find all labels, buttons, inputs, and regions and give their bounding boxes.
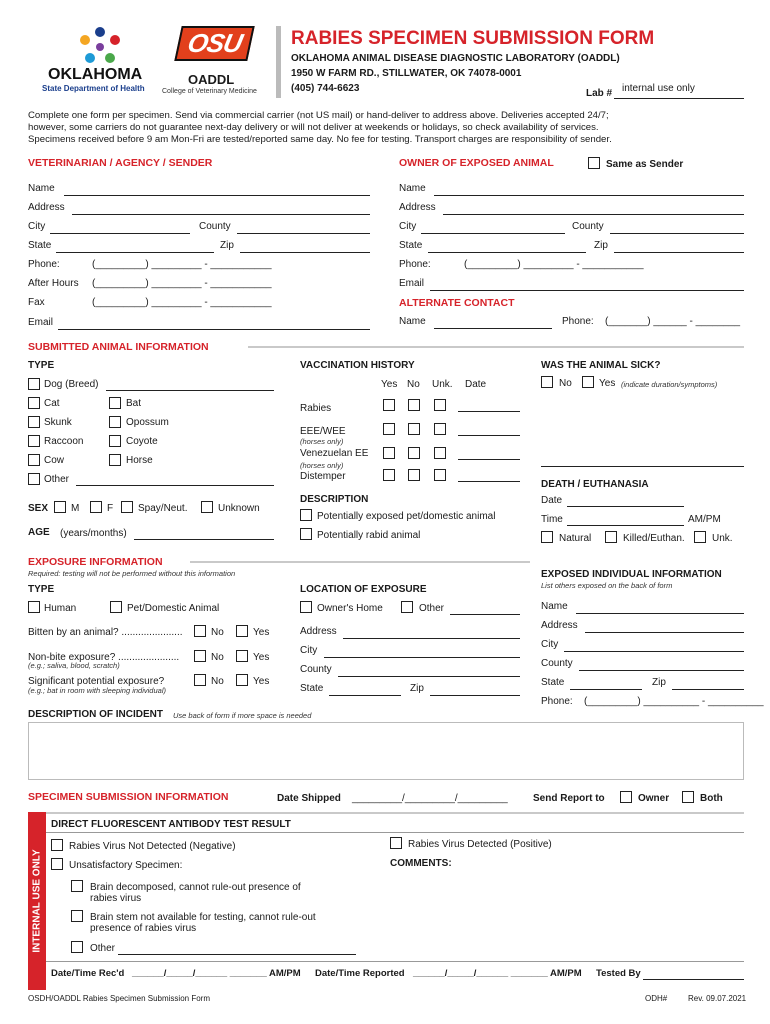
ve-horses-note: (horses only)	[300, 461, 344, 470]
location-county-label: County	[300, 664, 332, 675]
death-date-label: Date	[541, 495, 563, 506]
owner-address-label: Address	[399, 202, 436, 213]
internal-top-rule	[46, 812, 744, 814]
sender-name-field[interactable]	[64, 195, 370, 196]
desc-exposed-pet-label: Potentially exposed pet/domestic animal	[317, 511, 496, 522]
ok-name: OKLAHOMA	[48, 66, 143, 83]
nonbite-eg: (e.g.; saliva, blood, scratch)	[28, 661, 120, 670]
bitten-yes-label: Yes	[253, 627, 270, 638]
raccoon-checkbox[interactable]	[28, 435, 40, 447]
bitten-yes-checkbox[interactable]	[236, 625, 248, 637]
desc-rabid-label: Potentially rabid animal	[317, 530, 421, 541]
owners-home-label: Owner's Home	[317, 603, 383, 614]
sender-email-field[interactable]	[58, 329, 370, 330]
lab-number-label: Lab #	[586, 88, 613, 99]
ve-no-checkbox[interactable]	[408, 447, 420, 459]
eee-unk-checkbox[interactable]	[434, 423, 446, 435]
sex-unknown-label: Unknown	[218, 503, 260, 514]
report-owner-checkbox[interactable]	[620, 791, 632, 803]
sender-city-label: City	[28, 221, 46, 232]
location-other-field[interactable]	[450, 614, 520, 615]
dog-checkbox[interactable]	[28, 378, 40, 390]
brain-decomposed-line2: rabies virus	[90, 893, 142, 904]
animal-heading-rule	[248, 346, 744, 348]
distemper-no-checkbox[interactable]	[408, 469, 420, 481]
sender-address-field[interactable]	[72, 214, 370, 215]
sex-label: SEX	[28, 503, 49, 514]
exposure-type-label: TYPE	[28, 584, 55, 595]
owner-county-label: County	[572, 221, 604, 232]
location-address-field[interactable]	[343, 638, 520, 639]
individual-address-label: Address	[541, 620, 578, 631]
animal-heading: SUBMITTED ANIMAL INFORMATION	[28, 341, 209, 353]
bitten-no-checkbox[interactable]	[194, 625, 206, 637]
brain-decomposed-line1: Brain decomposed, cannot rule-out presence of	[90, 882, 301, 893]
rabies-date-field[interactable]	[458, 411, 520, 412]
exposure-note: Required: testing will not be performed without this information	[28, 569, 236, 578]
alternate-contact-heading: ALTERNATE CONTACT	[399, 297, 515, 309]
rabies-no-checkbox[interactable]	[408, 399, 420, 411]
individual-phone-label: Phone:	[541, 696, 573, 707]
alt-phone-field[interactable]: (_______) ______ - ________	[605, 316, 741, 327]
distemper-unk-checkbox[interactable]	[434, 469, 446, 481]
sick-details-field[interactable]	[541, 466, 744, 467]
owner-county-field[interactable]	[610, 233, 744, 234]
incident-textarea[interactable]	[28, 722, 744, 780]
sender-email-label: Email	[28, 317, 54, 328]
negative-label: Rabies Virus Not Detected (Negative)	[69, 841, 236, 852]
location-county-field[interactable]	[338, 676, 520, 677]
negative-checkbox[interactable]	[51, 839, 63, 851]
footer-revision: Rev. 09.07.2021	[688, 994, 747, 1003]
ok-health-logo	[30, 20, 160, 100]
owner-address-field[interactable]	[443, 214, 744, 215]
owner-phone-label: Phone:	[399, 259, 431, 270]
horse-checkbox[interactable]	[109, 454, 121, 466]
distemper-label: Distemper	[300, 471, 346, 482]
incident-heading: DESCRIPTION OF INCIDENT	[28, 709, 164, 720]
owner-phone-field[interactable]: (_________) _________ - ___________	[464, 259, 644, 270]
sender-address-label: Address	[28, 202, 65, 213]
natural-checkbox[interactable]	[541, 531, 553, 543]
nonbite-yes-checkbox[interactable]	[236, 650, 248, 662]
sex-f-checkbox[interactable]	[90, 501, 102, 513]
age-field[interactable]	[134, 539, 274, 540]
individual-county-label: County	[541, 658, 573, 669]
sender-county-label: County	[199, 221, 231, 232]
vacc-no-header: No	[407, 379, 420, 390]
opossum-checkbox[interactable]	[109, 416, 121, 428]
sender-state-label: State	[28, 240, 52, 251]
owner-heading: OWNER OF EXPOSED ANIMAL	[399, 157, 554, 169]
sender-heading: VETERINARIAN / AGENCY / SENDER	[28, 157, 213, 169]
human-label: Human	[44, 603, 77, 614]
owner-zip-label: Zip	[594, 240, 608, 251]
footer-odh-number: ODH#	[645, 994, 668, 1003]
vacc-date-header: Date	[465, 379, 487, 390]
nonbite-yes-label: Yes	[253, 652, 270, 663]
age-label: AGE	[28, 527, 50, 538]
individual-city-field[interactable]	[564, 651, 744, 652]
owner-name-field[interactable]	[434, 195, 744, 196]
report-both-checkbox[interactable]	[682, 791, 694, 803]
significant-yes-label: Yes	[253, 676, 270, 687]
sick-no-label: No	[559, 378, 572, 389]
sex-f-label: F	[107, 503, 114, 514]
submission-heading: SPECIMEN SUBMISSION INFORMATION	[28, 791, 229, 803]
rabies-label: Rabies	[300, 403, 332, 414]
individual-phone-field[interactable]: (_________) __________ - __________	[584, 696, 764, 707]
eee-label: EEE/WEE	[300, 426, 346, 437]
owner-state-label: State	[399, 240, 423, 251]
sender-zip-field[interactable]	[240, 252, 370, 253]
report-owner-label: Owner	[638, 793, 670, 804]
significant-yes-checkbox[interactable]	[236, 674, 248, 686]
internal-other-label: Other	[90, 943, 116, 954]
bitten-no-label: No	[211, 627, 224, 638]
exposure-heading-rule	[190, 561, 530, 563]
send-report-label: Send Report to	[533, 793, 605, 804]
sex-unknown-checkbox[interactable]	[201, 501, 213, 513]
sick-note: (indicate duration/symptoms)	[621, 380, 718, 389]
individual-address-field[interactable]	[585, 632, 744, 633]
dog-label: Dog (Breed)	[44, 379, 99, 390]
intro-line-1: Complete one form per specimen. Send via commercial carrier (not US mail) or hand-deliver to address above. Deliveries accepted 24/7;	[28, 110, 609, 121]
alt-name-label: Name	[399, 316, 426, 327]
cat-label: Cat	[44, 398, 60, 409]
sender-name-label: Name	[28, 183, 55, 194]
unsatisfactory-checkbox[interactable]	[51, 858, 63, 870]
sex-m-checkbox[interactable]	[54, 501, 66, 513]
individual-zip-field[interactable]	[672, 689, 744, 690]
star-icon	[70, 22, 130, 72]
date-shipped-label: Date Shipped	[277, 793, 341, 804]
desc-rabid-checkbox[interactable]	[300, 528, 312, 540]
internal-bottom-rule	[46, 961, 744, 962]
footer-form-name: OSDH/OADDL Rabies Specimen Submission Form	[28, 994, 210, 1003]
oaddl-sub: College of Veterinary Medicine	[162, 88, 257, 95]
dog-breed-field[interactable]	[106, 390, 274, 391]
cow-checkbox[interactable]	[28, 454, 40, 466]
tested-by-label: Tested By	[596, 968, 641, 979]
other-animal-field[interactable]	[76, 485, 274, 486]
location-state-label: State	[300, 683, 324, 694]
positive-label: Rabies Virus Detected (Positive)	[408, 839, 552, 850]
sender-fax-label: Fax	[28, 297, 45, 308]
sender-fax-field[interactable]: (_________) _________ - ___________	[92, 297, 272, 308]
owners-home-checkbox[interactable]	[300, 601, 312, 613]
natural-label: Natural	[559, 533, 592, 544]
eee-yes-checkbox[interactable]	[383, 423, 395, 435]
comments-label: COMMENTS:	[390, 858, 452, 869]
date-shipped-field[interactable]: _________/_________/_________	[352, 793, 508, 804]
death-ampm-label: AM/PM	[688, 514, 721, 525]
osu-mark: OSU	[174, 26, 255, 61]
date-received-label: Date/Time Rec'd	[51, 968, 125, 979]
unsatisfactory-label: Unsatisfactory Specimen:	[69, 860, 183, 871]
dfa-heading-rule	[46, 832, 744, 833]
location-zip-field[interactable]	[430, 695, 520, 696]
death-time-label: Time	[541, 514, 563, 525]
nonbite-no-checkbox[interactable]	[194, 650, 206, 662]
individual-note: List others exposed on the back of form	[541, 581, 673, 590]
rabies-unk-checkbox[interactable]	[434, 399, 446, 411]
internal-other-field[interactable]	[118, 954, 356, 955]
coyote-label: Coyote	[126, 436, 158, 447]
spay-label: Spay/Neut.	[138, 503, 188, 514]
pet-label: Pet/Domestic Animal	[127, 603, 220, 614]
other-animal-label: Other	[44, 474, 70, 485]
description-heading: DESCRIPTION	[300, 494, 369, 505]
sex-m-label: M	[71, 503, 80, 514]
sick-no-checkbox[interactable]	[541, 376, 553, 388]
lab-phone: (405) 744-6623	[291, 83, 360, 94]
owner-state-field[interactable]	[428, 252, 586, 253]
sender-after-hours-field[interactable]: (_________) _________ - ___________	[92, 278, 272, 289]
date-received-field[interactable]: ______/_____/______ _______ AM/PM	[132, 968, 301, 979]
sender-state-field[interactable]	[56, 252, 214, 253]
individual-zip-label: Zip	[652, 677, 666, 688]
sick-heading: WAS THE ANIMAL SICK?	[541, 360, 661, 371]
header-divider	[276, 26, 281, 98]
death-heading: DEATH / EUTHANASIA	[541, 479, 649, 490]
intro-line-2: however, some carriers do not guarantee next-day delivery or will not deliver at weekends or holidays, so check availability of services.	[28, 122, 599, 133]
bat-checkbox[interactable]	[109, 397, 121, 409]
bat-label: Bat	[126, 398, 142, 409]
sender-after-hours-label: After Hours	[28, 278, 79, 289]
bitten-label: Bitten by an animal? ......................	[28, 627, 183, 638]
location-other-checkbox[interactable]	[401, 601, 413, 613]
sick-yes-label: Yes	[599, 378, 616, 389]
location-other-label: Other	[419, 603, 445, 614]
sender-county-field[interactable]	[237, 233, 370, 234]
death-unk-label: Unk.	[712, 533, 733, 544]
brain-stem-checkbox[interactable]	[71, 910, 83, 922]
owner-email-label: Email	[399, 278, 425, 289]
lab-address: 1950 W FARM RD., STILLWATER, OK 74078-0001	[291, 68, 522, 79]
individual-city-label: City	[541, 639, 559, 650]
distemper-date-field[interactable]	[458, 481, 520, 482]
ve-label: Venezuelan EE	[300, 448, 369, 459]
date-reported-label: Date/Time Reported	[315, 968, 405, 979]
individual-state-label: State	[541, 677, 565, 688]
location-zip-label: Zip	[410, 683, 424, 694]
tested-by-field[interactable]	[643, 979, 744, 980]
significant-no-checkbox[interactable]	[194, 674, 206, 686]
sick-yes-checkbox[interactable]	[582, 376, 594, 388]
date-reported-field[interactable]: ______/_____/______ _______ AM/PM	[413, 968, 582, 979]
sender-phone-field[interactable]: (_________) _________ - ___________	[92, 259, 272, 270]
exposure-heading: EXPOSURE INFORMATION	[28, 556, 163, 568]
age-unit-label: (years/months)	[60, 528, 127, 539]
location-state-field[interactable]	[329, 695, 401, 696]
oaddl-name: OADDL	[188, 72, 235, 87]
individual-state-field[interactable]	[570, 689, 642, 690]
death-time-field[interactable]	[567, 525, 684, 526]
eee-date-field[interactable]	[458, 435, 520, 436]
owner-city-label: City	[399, 221, 417, 232]
sender-zip-label: Zip	[220, 240, 234, 251]
cow-label: Cow	[44, 455, 65, 466]
dfa-heading: DIRECT FLUORESCENT ANTIBODY TEST RESULT	[51, 819, 291, 830]
same-as-sender-checkbox[interactable]	[588, 157, 600, 169]
ve-unk-checkbox[interactable]	[434, 447, 446, 459]
nonbite-label: Non-bite exposure? ......................	[28, 652, 180, 663]
brain-stem-line2: presence of rabies virus	[90, 923, 197, 934]
owner-zip-field[interactable]	[614, 252, 744, 253]
significant-eg: (e.g.; bat in room with sleeping individual)	[28, 686, 166, 695]
ve-date-field[interactable]	[458, 459, 520, 460]
report-both-label: Both	[700, 793, 723, 804]
location-city-label: City	[300, 645, 318, 656]
ve-yes-checkbox[interactable]	[383, 447, 395, 459]
animal-type-label: TYPE	[28, 360, 55, 371]
nonbite-no-label: No	[211, 652, 224, 663]
owner-city-field[interactable]	[421, 233, 565, 234]
location-heading: LOCATION OF EXPOSURE	[300, 584, 427, 595]
sender-city-field[interactable]	[50, 233, 190, 234]
opossum-label: Opossum	[126, 417, 169, 428]
lab-name: OKLAHOMA ANIMAL DISEASE DIAGNOSTIC LABORATORY (OADDL)	[291, 53, 620, 64]
death-unk-checkbox[interactable]	[694, 531, 706, 543]
intro-line-3: Specimens received before 9 am Mon-Fri are tested/reported same day. No fee for testing. Transport charges are responsibility of sender.	[28, 134, 612, 145]
skunk-label: Skunk	[44, 417, 72, 428]
alt-phone-label: Phone:	[562, 316, 594, 327]
owner-email-field[interactable]	[430, 290, 744, 291]
distemper-yes-checkbox[interactable]	[383, 469, 395, 481]
raccoon-label: Raccoon	[44, 436, 84, 447]
horse-label: Horse	[126, 455, 153, 466]
cat-checkbox[interactable]	[28, 397, 40, 409]
other-animal-checkbox[interactable]	[28, 473, 40, 485]
desc-exposed-pet-checkbox[interactable]	[300, 509, 312, 521]
form-title: RABIES SPECIMEN SUBMISSION FORM	[291, 28, 655, 49]
spay-checkbox[interactable]	[121, 501, 133, 513]
killed-label: Killed/Euthan.	[623, 533, 685, 544]
internal-use-note: internal use only	[622, 83, 695, 94]
lab-number-field[interactable]	[614, 98, 744, 99]
significant-label: Significant potential exposure?	[28, 676, 165, 687]
individual-name-field[interactable]	[576, 613, 744, 614]
brain-stem-line1: Brain stem not available for testing, cannot rule-out	[90, 912, 316, 923]
eee-horses-note: (horses only)	[300, 437, 344, 446]
human-checkbox[interactable]	[28, 601, 40, 613]
individual-county-field[interactable]	[579, 670, 744, 671]
internal-other-checkbox[interactable]	[71, 941, 83, 953]
vaccination-heading: VACCINATION HISTORY	[300, 360, 415, 371]
individual-name-label: Name	[541, 601, 568, 612]
rabies-yes-checkbox[interactable]	[383, 399, 395, 411]
location-address-label: Address	[300, 626, 337, 637]
internal-side-label: INTERNAL USE ONLY	[31, 849, 43, 953]
coyote-checkbox[interactable]	[109, 435, 121, 447]
sender-phone-label: Phone:	[28, 259, 60, 270]
significant-no-label: No	[211, 676, 224, 687]
eee-no-checkbox[interactable]	[408, 423, 420, 435]
killed-checkbox[interactable]	[605, 531, 617, 543]
brain-decomposed-checkbox[interactable]	[71, 880, 83, 892]
vacc-yes-header: Yes	[381, 379, 398, 390]
incident-note: Use back of form if more space is needed	[173, 711, 312, 720]
owner-name-label: Name	[399, 183, 426, 194]
individual-heading: EXPOSED INDIVIDUAL INFORMATION	[541, 569, 722, 580]
pet-checkbox[interactable]	[110, 601, 122, 613]
alt-name-field[interactable]	[434, 328, 552, 329]
oaddl-logo	[160, 20, 270, 100]
ok-sub: State Department of Health	[42, 84, 145, 93]
location-city-field[interactable]	[324, 657, 520, 658]
same-as-sender-label: Same as Sender	[606, 159, 684, 170]
death-date-field[interactable]	[567, 506, 684, 507]
vacc-unk-header: Unk.	[432, 379, 453, 390]
skunk-checkbox[interactable]	[28, 416, 40, 428]
positive-checkbox[interactable]	[390, 837, 402, 849]
